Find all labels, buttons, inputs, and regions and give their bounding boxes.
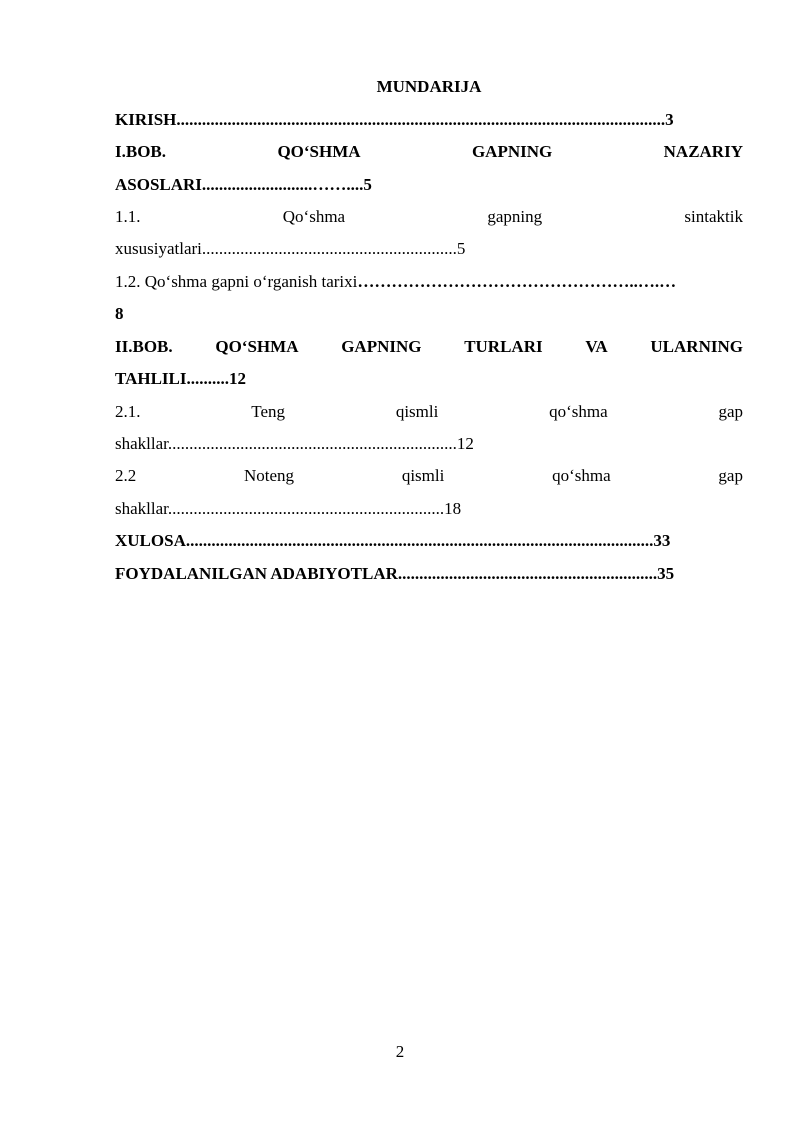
word: GAPNING [341,337,422,356]
word: QO‘SHMA [215,337,299,356]
entry-text: 1.2. Qo‘shma gapni o‘rganish tarixi [115,272,358,291]
toc-entry-section-1-1-title [115,206,743,228]
word: qismli [395,402,439,421]
toc-entry-section-2-1-page [115,433,743,455]
toc-entry-section-1-1-page [115,238,743,260]
word: 2.1. [115,402,141,421]
word: sintaktik [684,207,743,226]
word: qismli [401,466,445,485]
word: Teng [251,402,286,421]
word: gap [718,402,743,421]
word: qo‘shma [552,466,611,485]
toc-entry-adabiyotlar: FOYDALANILGAN ADABIYOTLAR.............................................................35 [115,564,675,583]
toc-entry-section-1-2 [115,271,743,293]
toc-entry-section-2-1-title [115,401,743,423]
toc-entry-chapter-2-page: TAHLILI..........12 [115,369,246,388]
word: ULARNING [650,337,743,356]
word: 2.2 [115,466,137,485]
word: GAPNING [471,142,553,161]
toc-entry-chapter-2-title [115,336,743,358]
word: II.BOB. [115,337,173,356]
page-number: 2 [395,1042,405,1061]
word: I.BOB. [115,142,167,161]
toc-entry-kirish: KIRISH...................................................................................................................3 [115,110,674,129]
toc-entry-section-2-2-title [115,465,743,487]
word: gap [718,466,743,485]
entry-text: shakllar....................................................................12 [115,434,474,453]
toc-entry-chapter-1-title [115,141,743,163]
toc-entry-chapter-1-page: ASOSLARI..........................……....5 [115,175,372,194]
word: Qo‘shma [282,207,346,226]
word: 1.1. [115,207,141,226]
word: qo‘shma [549,402,608,421]
toc-entry-section-2-2-page [115,498,743,520]
word: VA [585,337,608,356]
word: NAZARIY [663,142,743,161]
word: gapning [487,207,543,226]
entry-text: shakllar.................................................................18 [115,499,462,518]
word: QO‘SHMA [277,142,361,161]
word: TURLARI [464,337,543,356]
toc-entry-xulosa: XULOSA..............................................................................................................33 [115,531,671,550]
leader-dots: …………………………………………..….… [357,272,677,291]
word: Noteng [244,466,295,485]
toc-heading: MUNDARIJA [376,77,482,96]
entry-text: xususiyatlari............................................................5 [115,239,466,258]
toc-entry-section-1-2-page: 8 [115,304,124,323]
